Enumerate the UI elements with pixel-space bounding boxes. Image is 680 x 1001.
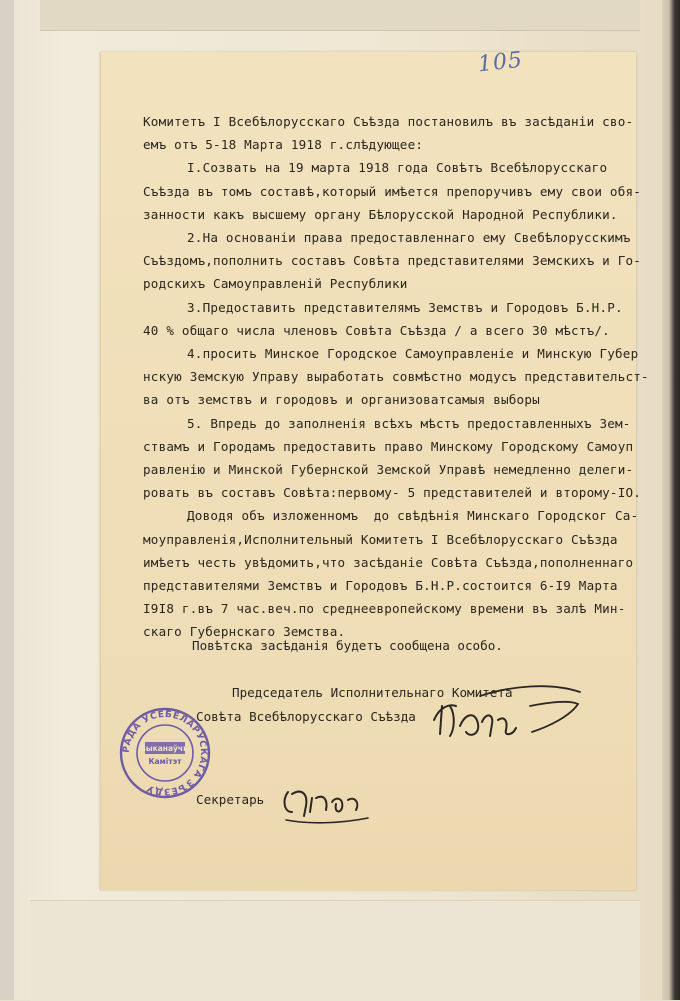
text-line: имѣетъ честь увѣдомить,что засѣданiе Совѣта Съѣзда,пополненнаго bbox=[143, 554, 634, 570]
scan-edge-left bbox=[0, 0, 14, 1000]
stamp-center-line-2: Камітэт bbox=[148, 757, 182, 766]
stamp-center-line-1: Выканаўчы bbox=[140, 744, 190, 753]
text-line: ва отъ земствъ и городовъ и организоватсамыя выборы bbox=[143, 392, 540, 408]
point-5 bbox=[143, 412, 642, 505]
text-line: занности какъ высшему органу Бѣлорусской Народной Республики. bbox=[143, 206, 618, 222]
text-line: ствамъ и Городамъ предоставить право Минскому Городскому Самоуп bbox=[143, 438, 634, 454]
bottom-strip bbox=[30, 900, 640, 1001]
text-line: родскихъ Самоуправленiй Республики bbox=[143, 276, 408, 292]
point-1 bbox=[143, 156, 642, 226]
top-strip bbox=[40, 0, 640, 31]
text-line: 5. Впредь до заполненiя всѣхъ мѣстъ предоставленныхъ Зем- bbox=[187, 415, 631, 431]
text-line: представителями Земствъ и Городовъ Б.Н.Р.состоится 6-I9 Марта bbox=[143, 578, 618, 594]
text-line: 40 % общаго числа членовъ Совѣта Съѣзда / а всего 30 мѣстъ/. bbox=[143, 322, 610, 338]
text-line: скаго Губернскаго Земства. bbox=[143, 624, 346, 640]
text-line: 3.Предоставить представителямъ Земствъ и Городовъ Б.Н.Р. bbox=[187, 299, 623, 315]
stamp-ring-text: РАДА УСЕБЕЛАРУСКАГА ЗЪЕЗДУ bbox=[121, 709, 209, 797]
text-line: I.Созвать на 19 марта 1918 года Совѣтъ Всебѣлорусскаго bbox=[187, 160, 608, 176]
chair-title-line-2: Совѣта Всебѣлорусскаго Съѣзда bbox=[196, 709, 416, 724]
text-line: 4.просить Минское Городское Самоуправленiе и Минскую Губер bbox=[187, 346, 639, 362]
notice-paragraph bbox=[143, 504, 639, 643]
text-line: Съѣздомъ,пополнить составъ Совѣта представителями Земскихъ и Го- bbox=[143, 253, 642, 269]
text-line: моуправленiя,Исполнительный Комитетъ I Всебѣлорусскаго Съѣзда bbox=[143, 531, 618, 547]
text-line: Доводя объ изложенномъ до свѣдѣнiя Минскаго Городског Са- bbox=[187, 508, 639, 524]
archive-page-number: 105 bbox=[476, 47, 525, 78]
official-stamp bbox=[118, 706, 212, 800]
point-3 bbox=[143, 296, 623, 342]
point-4 bbox=[143, 342, 649, 412]
text-line: I9I8 г.въ 7 час.веч.по среднеевропейскому времени въ залѣ Мин- bbox=[143, 601, 626, 617]
text-line: нскую Земскую Управу выработать совмѣстно модусъ представительст- bbox=[143, 369, 649, 385]
text-line: равленiю и Минской Губернской Земской Управѣ немедленно делеги- bbox=[143, 462, 634, 478]
chair-signature bbox=[420, 676, 590, 756]
agenda-note: Повѣтска засѣданiя будетъ сообщена особо. bbox=[192, 638, 503, 653]
text-line: 2.На основанiи права предоставленнаго ему Свебѣлорусскимъ bbox=[187, 230, 631, 246]
text-line: Съѣзда въ томъ составѣ,который имѣется препоручивъ ему свои обя- bbox=[143, 183, 642, 199]
text-line: Комитетъ I Всебѣлорусскаго Съѣзда постановилъ въ засѣданiи сво- bbox=[143, 114, 634, 129]
secretary-label: Секретарь bbox=[196, 792, 265, 807]
scan-edge-right bbox=[662, 0, 680, 1000]
intro-paragraph bbox=[143, 110, 634, 156]
text-line: ровать въ составъ Совѣта:первому- 5 представителей и второму-IO. bbox=[143, 485, 642, 501]
secretary-signature bbox=[278, 772, 378, 830]
point-2 bbox=[143, 226, 642, 296]
text-line: емъ отъ 5-18 Марта 1918 г.слѣдующее: bbox=[143, 137, 424, 153]
chair-title-line-1: Председатель Исполнительнаго Комитета bbox=[232, 685, 513, 700]
document-body bbox=[143, 110, 649, 644]
